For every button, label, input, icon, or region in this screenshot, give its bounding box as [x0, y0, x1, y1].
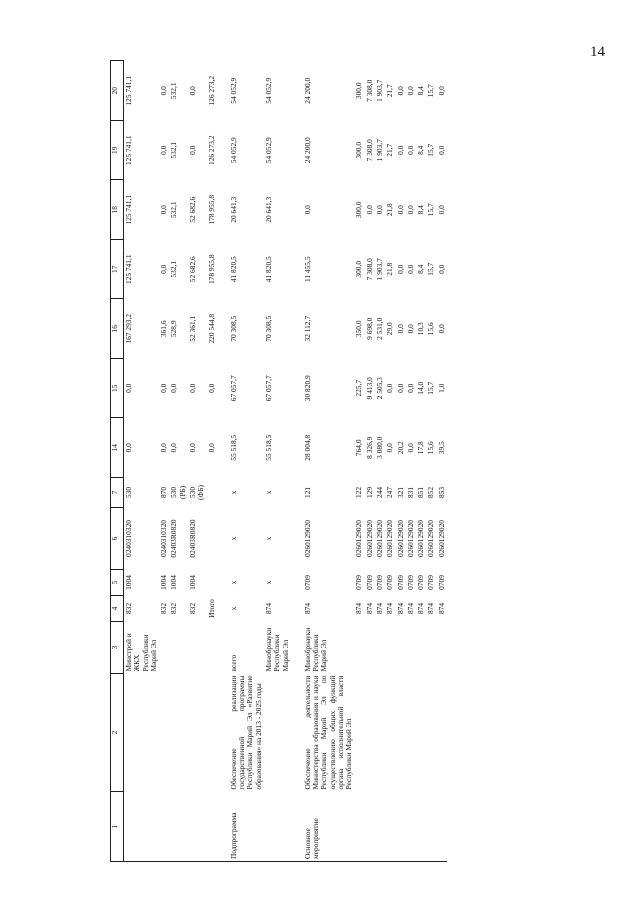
program-type-cell [207, 792, 217, 862]
amount-cell: 532,1 [169, 82, 179, 100]
target-article-cell: 0260129020 [364, 520, 374, 557]
target-article-cell: 0260129020 [405, 520, 415, 557]
amount-cell: 1 903,7 [375, 79, 385, 102]
table-row [385, 61, 395, 862]
amount-cell: 178 955,8 [206, 194, 216, 225]
amount-cell: 41 820,5 [228, 256, 238, 283]
program-type-cell: Основное мероприятие [303, 792, 355, 862]
amount-cell: 0,0 [187, 86, 197, 96]
amount-cell: 300,0 [354, 260, 364, 278]
amount-cell: 125 741,1 [124, 194, 133, 225]
executor-cell [365, 622, 375, 674]
column-number-header: 2 [111, 674, 124, 792]
amount-cell: 30 820,9 [302, 375, 312, 402]
table-body [111, 61, 448, 862]
target-article-cell [207, 508, 217, 570]
amount-cell: 21,8 [385, 262, 395, 276]
column-number-header: 18 [111, 180, 124, 240]
amount-cell: 10,3 [416, 322, 426, 336]
amount-cell: 361,6 [159, 320, 169, 338]
grbs-code-cell: 874 [375, 602, 385, 615]
program-name-cell: Обеспечение реализации государственной программы Республики Марий Эл «Развитие образования» на 2013 - 2025 годы [228, 675, 263, 790]
section-code-cell: 0709 [354, 575, 364, 590]
amount-cell: 20 641,3 [263, 196, 273, 223]
section-code-cell: 1004 [169, 575, 179, 590]
executor-cell [207, 622, 217, 674]
expense-type-cell: 121 [302, 486, 312, 499]
program-name-cell [365, 674, 375, 792]
amount-cell: 0,0 [159, 145, 169, 155]
amount-cell: 0,0 [187, 145, 197, 155]
program-name-cell [124, 674, 160, 792]
amount-cell: 0,0 [159, 205, 169, 215]
target-article-cell: 0260129020 [385, 520, 395, 557]
amount-cell: 0,0 [405, 264, 415, 274]
amount-cell: 21,7 [385, 143, 395, 157]
grbs-code-cell: 874 [364, 602, 374, 615]
amount-cell: 0,0 [385, 443, 395, 453]
amount-cell: 350,0 [354, 320, 364, 338]
amount-cell: 0,0 [187, 443, 197, 453]
amount-cell: 17,8 [416, 441, 426, 455]
table-row [365, 61, 375, 862]
amount-cell: 0,0 [375, 205, 385, 215]
program-name-cell [188, 674, 207, 792]
amount-cell: 52 682,6 [187, 256, 197, 283]
table-row [406, 61, 416, 862]
program-name-cell [207, 674, 217, 792]
target-article-cell: 02403R0820 [187, 519, 197, 558]
program-type-cell [426, 792, 436, 862]
amount-cell: 300,0 [354, 201, 364, 219]
table-row [426, 61, 436, 862]
amount-cell: 0,0 [159, 86, 169, 96]
column-number-header: 16 [111, 299, 124, 359]
target-article-cell: 0260129020 [354, 520, 364, 557]
column-number-header: 20 [111, 61, 124, 121]
amount-cell: 1 903,7 [375, 139, 385, 162]
amount-cell: 9 413,0 [364, 377, 374, 400]
amount-cell: 0,0 [302, 205, 312, 215]
amount-cell: 0,0 [169, 443, 179, 453]
amount-cell: 764,0 [354, 439, 364, 457]
table-row [416, 61, 426, 862]
page-number: 14 [590, 44, 605, 60]
table-row [159, 61, 169, 862]
amount-cell: 528,9 [169, 320, 179, 338]
program-name-cell [406, 674, 416, 792]
amount-cell: 125 741,1 [124, 135, 133, 166]
amount-cell: 220 544,8 [206, 313, 216, 344]
expense-type-cell: 831 [405, 486, 415, 499]
program-type-cell [169, 792, 188, 862]
amount-cell: 54 052,9 [228, 137, 238, 164]
table-row [207, 61, 217, 862]
grbs-code-cell: 874 [416, 602, 426, 615]
expense-type-cell: 853 [436, 486, 446, 499]
amount-cell: 7 308,0 [364, 139, 374, 162]
section-code-cell: 0709 [385, 575, 395, 590]
amount-cell: 8 326,9 [364, 436, 374, 459]
row-separator [291, 61, 303, 862]
column-number-header: 19 [111, 121, 124, 181]
amount-cell: 15,7 [426, 381, 436, 395]
column-number-header: 15 [111, 359, 124, 419]
target-article-cell: 0260129020 [426, 520, 436, 557]
amount-cell: 0,0 [364, 205, 374, 215]
program-name-cell [385, 674, 395, 792]
expense-type-cell: 530 (РБ) [169, 485, 187, 500]
amount-cell: 54 052,9 [263, 77, 273, 104]
amount-cell: 15,7 [426, 143, 436, 157]
amount-cell: 52 682,6 [187, 196, 197, 223]
amount-cell: 125 741,1 [124, 75, 133, 106]
amount-cell: 21,8 [385, 203, 395, 217]
section-code-cell: 1004 [187, 575, 197, 590]
target-article-cell: 0260129020 [302, 520, 312, 557]
amount-cell: 0,0 [159, 264, 169, 274]
amount-cell: 15,7 [426, 262, 436, 276]
program-type-cell [264, 792, 291, 862]
table-row [375, 61, 385, 862]
amount-cell: 7 308,0 [364, 79, 374, 102]
executor-cell [406, 622, 416, 674]
amount-cell: 0,0 [405, 205, 415, 215]
program-name-cell [437, 674, 447, 792]
amount-cell: 24 200,0 [302, 77, 312, 104]
program-type-cell [437, 792, 447, 862]
table-row [303, 61, 355, 862]
amount-cell: 39,5 [436, 441, 446, 455]
amount-cell: 29,0 [385, 322, 395, 336]
column-number-header: 14 [111, 418, 124, 478]
executor-cell [169, 622, 188, 674]
section-code-cell: 0709 [375, 575, 385, 590]
amount-cell: 2 531,0 [375, 317, 385, 340]
table-row [229, 61, 264, 862]
table-row [124, 61, 160, 862]
amount-cell: 300,0 [354, 141, 364, 159]
amount-cell: 0,0 [395, 86, 405, 96]
executor-cell [375, 622, 385, 674]
section-code-cell: 0709 [436, 575, 446, 590]
grbs-code-cell: 874 [405, 602, 415, 615]
table-row [437, 61, 447, 862]
section-code-cell: x [263, 580, 273, 585]
program-name-cell: Обеспечение деятельности Министерства образования и науки Республики Марий Эл по осуществлению общих функций органа исполнительной власти Республики Марий Эл [302, 675, 354, 790]
amount-cell: 0,0 [124, 383, 133, 393]
amount-cell: 41 820,5 [263, 256, 273, 283]
expense-type-cell: 851 [416, 486, 426, 499]
executor-cell [396, 622, 406, 674]
amount-cell: 532,1 [169, 260, 179, 278]
program-name-cell [396, 674, 406, 792]
expense-type-cell [207, 478, 217, 508]
amount-cell: 52 361,1 [187, 315, 197, 342]
table-row [169, 61, 188, 862]
expense-type-cell: x [228, 490, 238, 495]
amount-cell: 20 641,3 [228, 196, 238, 223]
program-type-cell [385, 792, 395, 862]
amount-cell: 0,0 [436, 205, 446, 215]
section-code-cell: 0709 [426, 575, 436, 590]
program-name-cell [416, 674, 426, 792]
program-type-cell: Подпрограмма [229, 792, 264, 862]
program-type-cell [365, 792, 375, 862]
section-code-cell: x [228, 580, 238, 585]
target-article-cell: 0260129020 [436, 520, 446, 557]
amount-cell: 0,0 [206, 443, 216, 453]
amount-cell: 532,1 [169, 141, 179, 159]
amount-cell: 167 293,2 [124, 313, 133, 344]
expense-type-cell: 870 [159, 486, 169, 499]
program-type-cell [406, 792, 416, 862]
amount-cell: 8,4 [416, 264, 426, 274]
grbs-code-cell: 874 [385, 602, 395, 615]
target-article-cell: 02403R0820 [169, 519, 179, 558]
grbs-code-cell: 874 [302, 602, 312, 615]
amount-cell: 8,4 [416, 205, 426, 215]
section-code-cell: 0709 [302, 575, 312, 590]
amount-cell: 0,0 [385, 383, 395, 393]
amount-cell: 32 112,7 [302, 315, 312, 342]
grbs-code-cell: 832 [169, 602, 179, 615]
amount-cell: 20,2 [395, 441, 405, 455]
executor-cell [437, 622, 447, 674]
executor-cell [354, 622, 364, 674]
amount-cell: 9 698,0 [364, 317, 374, 340]
amount-cell: 1 903,7 [375, 258, 385, 281]
amount-cell: 15,7 [426, 203, 436, 217]
amount-cell: 0,0 [405, 86, 415, 96]
grbs-code-cell: 832 [159, 602, 169, 615]
amount-cell: 55 518,5 [263, 434, 273, 461]
program-type-cell [375, 792, 385, 862]
grbs-code-cell: 874 [395, 602, 405, 615]
table-row [396, 61, 406, 862]
amount-cell: 8,4 [416, 86, 426, 96]
amount-cell: 300,0 [354, 82, 364, 100]
executor-cell [159, 622, 169, 674]
amount-cell: 225,7 [354, 379, 364, 397]
amount-cell: 21,7 [385, 84, 395, 98]
grbs-code-cell: 832 [187, 602, 197, 615]
program-name-cell [264, 674, 291, 792]
amount-cell: 126 273,2 [206, 135, 216, 166]
amount-cell: 24 200,0 [302, 137, 312, 164]
amount-cell: 0,0 [405, 443, 415, 453]
amount-cell: 28 004,8 [302, 434, 312, 461]
section-code-cell: 1004 [159, 575, 169, 590]
amount-cell: 15,7 [426, 84, 436, 98]
amount-cell: 70 308,5 [263, 315, 273, 342]
amount-cell: 0,0 [395, 383, 405, 393]
column-number-header: 4 [111, 596, 124, 622]
column-number-header: 3 [111, 622, 124, 674]
grbs-code-cell: 874 [426, 602, 436, 615]
amount-cell: 126 273,2 [206, 75, 216, 106]
expense-type-cell: 321 [395, 486, 405, 499]
target-article-cell: 0260129020 [416, 520, 426, 557]
target-article-cell: 0240310320 [124, 520, 133, 557]
amount-cell: 0,0 [395, 324, 405, 334]
section-code-cell: 0709 [416, 575, 426, 590]
column-number-header: 6 [111, 508, 124, 570]
budget-table [110, 61, 447, 863]
program-name-cell [354, 674, 364, 792]
amount-cell: 0,0 [159, 443, 169, 453]
grbs-code-cell: 874 [436, 602, 446, 615]
amount-cell: 125 741,1 [124, 254, 133, 285]
program-name-cell [169, 674, 188, 792]
amount-cell: 15,6 [426, 322, 436, 336]
amount-cell: 0,0 [405, 324, 415, 334]
executor-cell [426, 622, 436, 674]
amount-cell: 0,0 [187, 383, 197, 393]
grbs-code-cell: 874 [263, 602, 273, 615]
amount-cell: 70 308,5 [228, 315, 238, 342]
amount-cell: 54 052,9 [263, 137, 273, 164]
amount-cell: 0,0 [436, 145, 446, 155]
row-separator [217, 61, 229, 862]
program-type-cell [396, 792, 406, 862]
amount-cell: 0,0 [395, 205, 405, 215]
program-type-cell [188, 792, 207, 862]
amount-cell: 11 455,5 [302, 256, 312, 283]
expense-type-cell: 247 [385, 486, 395, 499]
amount-cell: 15,6 [426, 441, 436, 455]
amount-cell: 2 505,3 [375, 377, 385, 400]
program-name-cell [426, 674, 436, 792]
amount-cell: 0,0 [405, 145, 415, 155]
amount-cell: 0,0 [436, 324, 446, 334]
program-type-cell [124, 792, 160, 862]
target-article-cell: x [263, 536, 273, 541]
amount-cell: 67 057,7 [228, 375, 238, 402]
expense-type-cell: x [263, 490, 273, 495]
grbs-code-cell: 874 [354, 602, 364, 615]
rotated-table-container [110, 62, 620, 862]
table-row [264, 61, 291, 862]
expense-type-cell: 530 (ФБ) [187, 485, 206, 501]
amount-cell: 0,0 [159, 383, 169, 393]
grbs-code-cell: Итого [206, 599, 216, 618]
amount-cell: 67 057,7 [263, 375, 273, 402]
executor-cell [385, 622, 395, 674]
executor-cell: Минстрой и ЖКХ Республики Марий Эл [124, 633, 158, 672]
executor-cell: Минобрнауки Республики Марий Эл [302, 627, 329, 672]
amount-cell: 14,0 [416, 381, 426, 395]
executor-cell: всего [228, 654, 238, 672]
program-type-cell [416, 792, 426, 862]
column-number-header: 1 [111, 792, 124, 862]
expense-type-cell: 244 [375, 486, 385, 499]
column-number-row [111, 61, 124, 862]
section-code-cell: 0709 [364, 575, 374, 590]
section-code-cell: 0709 [405, 575, 415, 590]
executor-cell: Минобрнауки Республики Марий Эл [263, 627, 290, 672]
grbs-code-cell: x [228, 606, 238, 611]
expense-type-cell: 530 [124, 486, 133, 499]
amount-cell: 54 052,9 [228, 77, 238, 104]
amount-cell: 3 080,0 [375, 436, 385, 459]
executor-cell [188, 622, 207, 674]
program-type-cell [159, 792, 169, 862]
program-type-cell [354, 792, 364, 862]
section-code-cell [207, 570, 217, 596]
table-row [188, 61, 207, 862]
section-code-cell: 1004 [124, 575, 133, 590]
executor-cell [416, 622, 426, 674]
amount-cell: 55 518,5 [228, 434, 238, 461]
target-article-cell: 0240310320 [159, 520, 169, 557]
section-code-cell: 0709 [395, 575, 405, 590]
column-number-header: 7 [111, 478, 124, 508]
amount-cell: 0,0 [395, 145, 405, 155]
table-row [354, 61, 364, 862]
amount-cell: 0,0 [169, 383, 179, 393]
column-number-header: 5 [111, 570, 124, 596]
amount-cell: 7 308,0 [364, 258, 374, 281]
amount-cell: 0,0 [395, 264, 405, 274]
expense-type-cell: 122 [354, 486, 364, 499]
amount-cell: 1,0 [436, 383, 446, 393]
expense-type-cell: 852 [426, 486, 436, 499]
amount-cell: 0,0 [405, 383, 415, 393]
expense-type-cell: 129 [364, 486, 374, 499]
column-number-header: 17 [111, 240, 124, 300]
amount-cell: 178 955,8 [206, 254, 216, 285]
target-article-cell: 0260129020 [375, 520, 385, 557]
target-article-cell: x [228, 536, 238, 541]
program-name-cell [159, 674, 169, 792]
amount-cell: 0,0 [206, 383, 216, 393]
grbs-code-cell: 832 [124, 602, 133, 615]
target-article-cell: 0260129020 [395, 520, 405, 557]
amount-cell: 8,4 [416, 145, 426, 155]
amount-cell: 0,0 [436, 264, 446, 274]
amount-cell: 532,1 [169, 201, 179, 219]
amount-cell: 0,0 [124, 443, 133, 453]
amount-cell: 0,0 [436, 86, 446, 96]
program-name-cell [375, 674, 385, 792]
